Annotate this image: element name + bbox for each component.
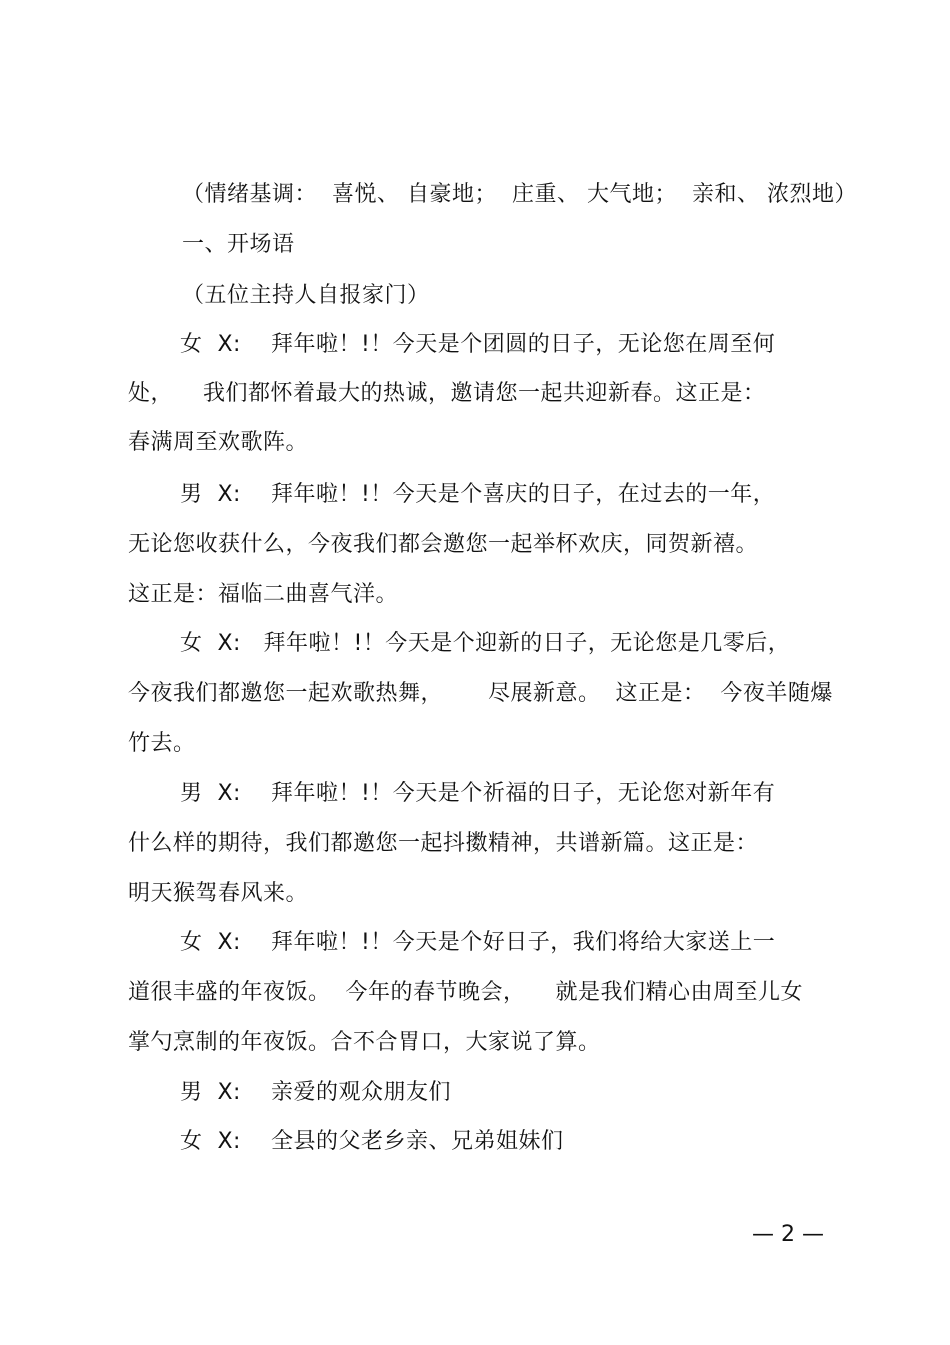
page-number: — 2 — — [752, 1222, 824, 1247]
paragraph-line: 掌勺烹制的年夜饭。合不合胃口，大家说了算。 — [128, 1030, 601, 1055]
paragraph-line: 这正是：福临二曲喜气洋。 — [128, 582, 399, 607]
section-heading: 一、开场语 — [182, 232, 295, 257]
paragraph-line: 女 X: 拜年啦！!！今天是个团圆的日子，无论您在周至何 — [180, 332, 776, 357]
paragraph-line: 今夜我们都邀您一起欢歌热舞， 尽展新意。 这正是： 今夜羊随爆 — [128, 681, 833, 706]
paragraph-line: 女 X: 拜年啦！!！今天是个迎新的日子，无论您是几零后， — [180, 631, 791, 656]
paragraph-line: 女 X: 拜年啦！!！今天是个好日子，我们将给大家送上一 — [180, 930, 776, 955]
paragraph-line: 处， 我们都怀着最大的热诚，邀请您一起共迎新春。这正是： — [128, 381, 766, 406]
paragraph-line: 什么样的期待，我们都邀您一起抖擞精神，共谱新篇。这正是： — [128, 831, 759, 856]
paragraph-line: 男 X: 拜年啦！!！今天是个祈福的日子，无论您对新年有 — [180, 781, 776, 806]
paragraph-line: 无论您收获什么，今夜我们都会邀您一起举杯欢庆，同贺新禧。 — [128, 532, 759, 557]
paragraph-line: 明天猴驾春风来。 — [128, 881, 309, 906]
paragraph-line: 春满周至欢歌阵。 — [128, 430, 309, 455]
paragraph-line: 男 X: 拜年啦！!！今天是个喜庆的日子，在过去的一年， — [180, 482, 776, 507]
paragraph-line: 男 X: 亲爱的观众朋友们 — [180, 1080, 451, 1105]
paragraph-line: 道很丰盛的年夜饭。 今年的春节晚会， 就是我们精心由周至儿女 — [128, 980, 803, 1005]
paragraph-line: 竹去。 — [128, 731, 196, 756]
host-note: （五位主持人自报家门） — [182, 283, 430, 308]
paragraph-line: 女 X: 全县的父老乡亲、兄弟姐妹们 — [180, 1129, 564, 1154]
mood-note: （情绪基调： 喜悦、 自豪地； 庄重、 大气地； 亲和、 浓烈地） — [182, 182, 857, 207]
